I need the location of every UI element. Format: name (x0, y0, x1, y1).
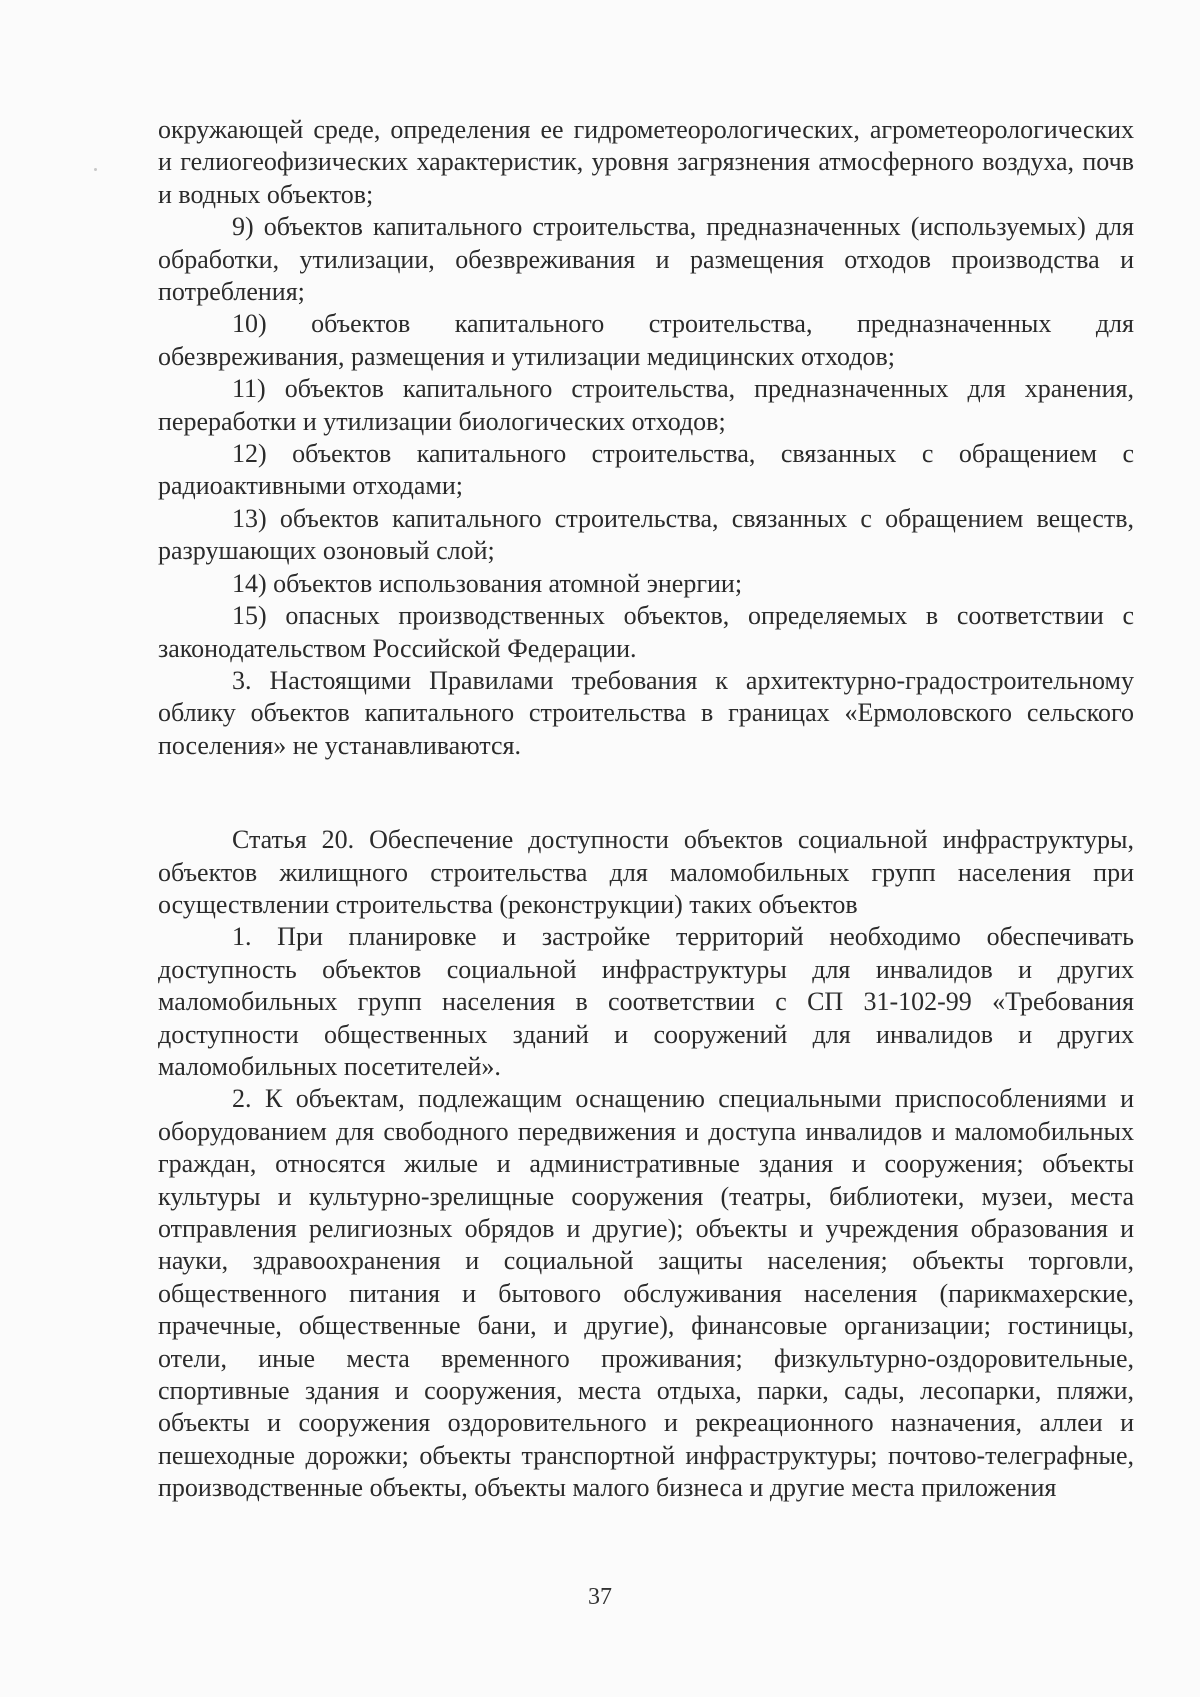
list-item-9: 9) объектов капитального строительства, предназначенных (используемых) для обработки, утилизации, обезвреживания и размещения отходов производства и потребления; (158, 212, 1134, 307)
paragraph-3: 3. Настоящими Правилами требования к архитектурно-градостроительному облику объектов капитального строительства в границах «Ермоловского сельского поселения» не устанавливаются. (158, 665, 1134, 760)
article-paragraph-1: 1. При планировке и застройке территорий необходимо обеспечивать доступность объектов социальной инфраструктуры для инвалидов и других маломобильных групп населения в соответствии с СП 31-102-99 «Требования доступности общественных зданий и сооружений для инвалидов и других маломобильных посетителей». (158, 922, 1134, 1081)
list-item-14: 14) объектов использования атомной энергии; (232, 568, 743, 598)
list-item-12: 12) объектов капитального строительства, связанных с обращением с радиоактивными отходами; (158, 439, 1134, 501)
article-paragraph-2: 2. К объектам, подлежащим оснащению специальными приспособлениями и оборудованием для свободного передвижения и доступа инвалидов и маломобильных граждан, относятся жилые и административные здания и сооружения; объекты культуры и культурно-зрелищные сооружения (театры, библиотеки, музеи, места отправления религиозных обрядов и другие); объекты и учреждения образования и науки, здравоохранения и социальной защиты населения; объекты торговли, общественного питания и бытового обслуживания населения (парикмахерские, прачечные, общественные бани, и другие), финансовые организации; гостиницы, отели, иные места временного проживания; физкультурно-оздоровительные, спортивные здания и сооружения, места отдыха, парки, сады, лесопарки, пляжи, объекты и сооружения оздоровительного и рекреационного назначения, аллеи и пешеходные дорожки; объекты транспортной инфраструктуры; почтово-телеграфные, производственные объекты, объекты малого бизнеса и другие места приложения (158, 1084, 1134, 1503)
section-spacer (158, 762, 1134, 824)
list-item-15: 15) опасных производственных объектов, определяемых в соответствии с законодательством Российской Федерации. (158, 601, 1134, 663)
article-heading: Статья 20. Обеспечение доступности объектов социальной инфраструктуры, объектов жилищного строительства для маломобильных групп населения при осуществлении строительства (реконструкции) таких объектов (158, 825, 1134, 919)
scan-speck (94, 168, 97, 171)
page-number: 37 (588, 1584, 612, 1610)
list-item-11: 11) объектов капитального строительства, предназначенных для хранения, переработки и утилизации биологических отходов; (158, 374, 1134, 436)
paragraph-environment: окружающей среде, определения ее гидрометеорологических, агрометеорологических и гелиогеофизических характеристик, уровня загрязнения атмосферного воздуха, почв и водных объектов; (158, 115, 1134, 209)
list-item-10: 10) объектов капитального строительства, предназначенных для обезвреживания, размещения и утилизации медицинских отходов; (158, 309, 1134, 371)
document-page (158, 114, 1134, 1505)
list-item-13: 13) объектов капитального строительства, связанных с обращением веществ, разрушающих озоновый слой; (158, 503, 1134, 566)
